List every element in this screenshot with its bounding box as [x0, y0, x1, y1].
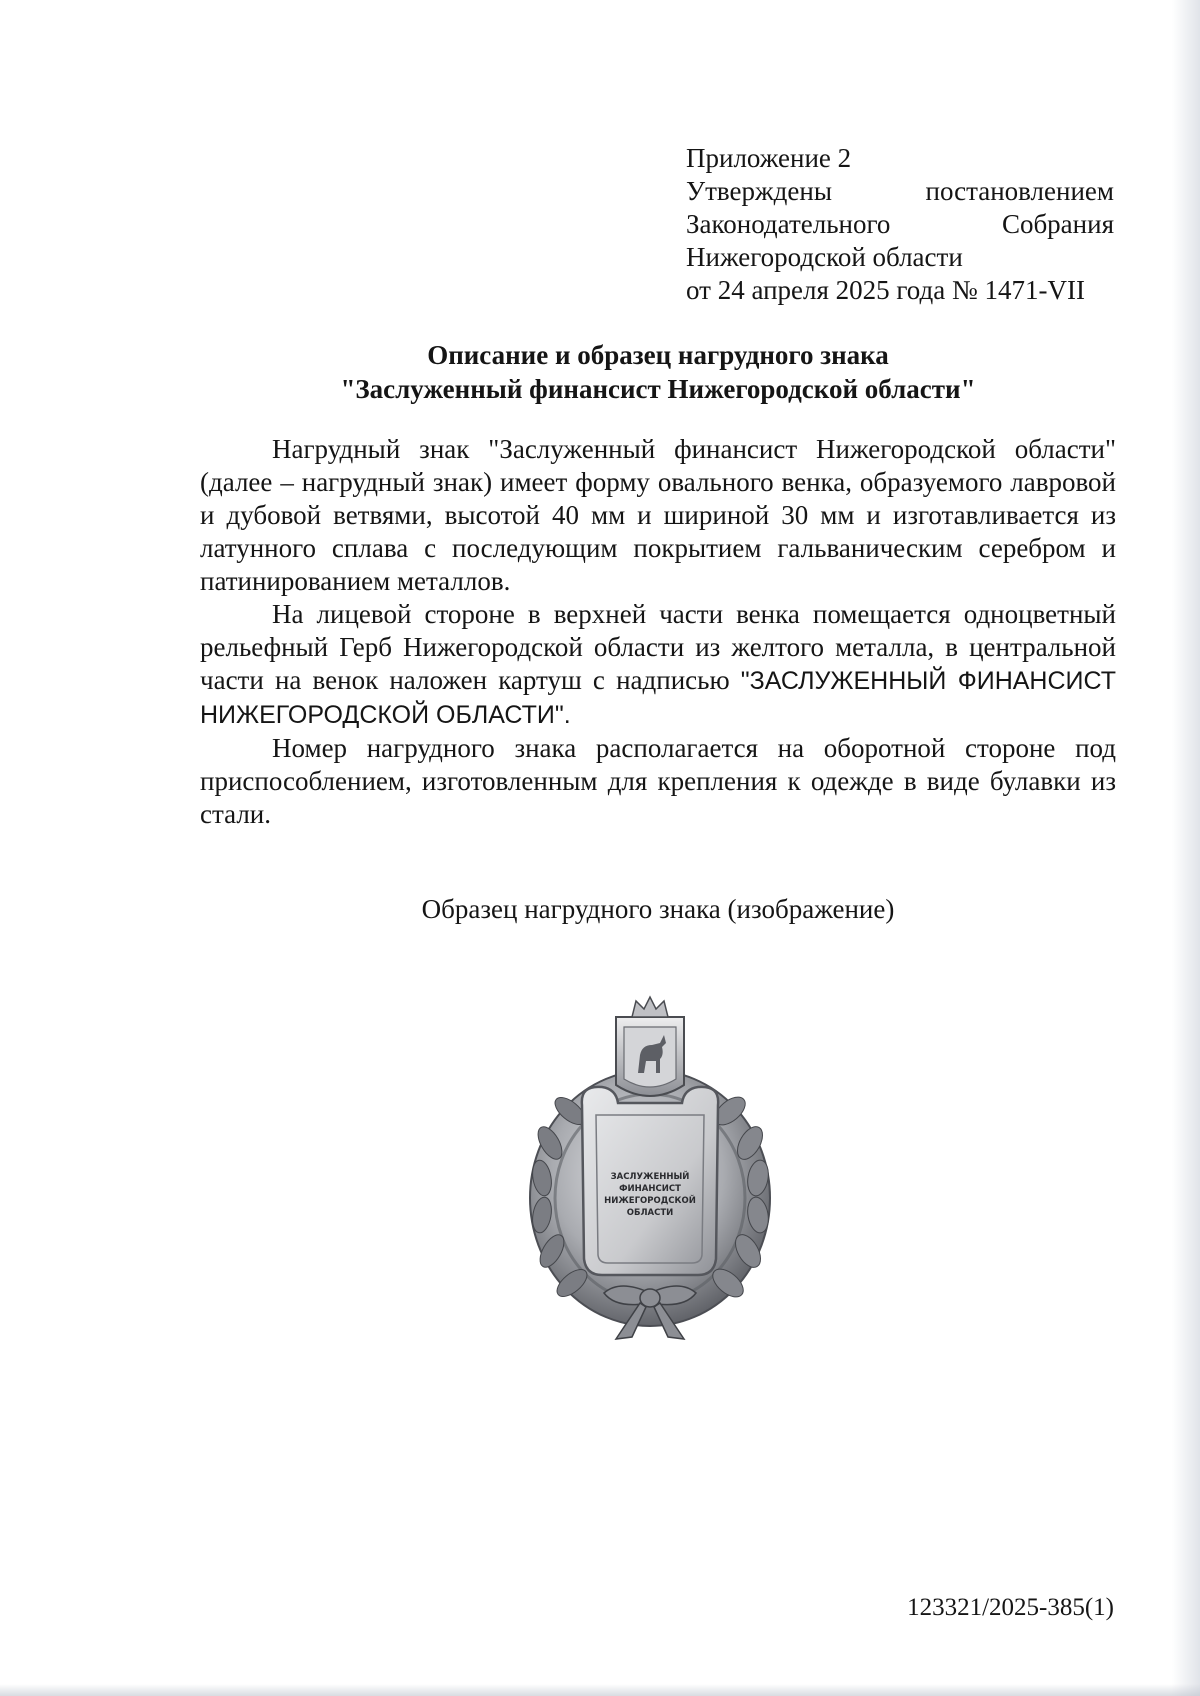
- scan-bottom-shadow: [0, 1684, 1200, 1696]
- paragraph-1: Нагрудный знак "Заслуженный финансист Нижегородской области" (далее – нагрудный знак) имеет форму овального венка, образуемого лавровой и дубовой ветвями, высотой 40 мм и шириной 30 мм и изготавливается из латунного сплава с последующим покрытием гальваническим серебром и патинированием металлов.: [200, 434, 1116, 596]
- paragraph-2-text: На лицевой стороне в верхней части венка помещается одноцветный рельефный Герб Нижегородской области из желтого металла, в центральной части на венок наложен картуш с надписью: [200, 599, 1116, 695]
- assembly-word: Собрания: [1001, 209, 1114, 239]
- resolution-word: постановлением: [925, 176, 1114, 206]
- assembly-line: [686, 208, 1114, 241]
- image-caption: Образец нагрудного знака (изображение): [421, 894, 895, 924]
- approval-block: [686, 142, 1114, 307]
- appendix-label: Приложение 2: [686, 143, 852, 173]
- region-line: Нижегородской области: [686, 242, 963, 272]
- paragraph-2-inscription: "ЗАСЛУЖЕННЫЙ ФИНАНСИСТ НИЖЕГОРОДСКОЙ ОБЛАСТИ".: [200, 667, 1116, 729]
- title-line-1: Описание и образец нагрудного знака: [427, 340, 889, 370]
- description-body: [200, 433, 1116, 831]
- badge-image: [520, 993, 780, 1349]
- coat-of-arms-icon: [616, 997, 684, 1096]
- title-line-2: "Заслуженный финансист Нижегородской области": [340, 374, 976, 404]
- document-registry-number: 123321/2025-385(1): [907, 1594, 1114, 1621]
- inscription-line-3: НИЖЕГОРОДСКОЙ: [604, 1196, 696, 1206]
- paragraph-3: Номер нагрудного знака располагается на оборотной стороне под приспособлением, изготовленным для крепления к одежде в виде булавки из стали.: [200, 733, 1116, 829]
- legislative-word: Законодательного: [686, 209, 891, 239]
- scan-edge-shadow: [1172, 0, 1200, 1696]
- approved-by-line: [686, 175, 1114, 208]
- inscription-line-4: ОБЛАСТИ: [626, 1208, 674, 1218]
- paragraph-2: [200, 598, 1116, 732]
- document-title: [200, 338, 1116, 406]
- badge-svg: [520, 993, 780, 1349]
- resolution-date-line: от 24 апреля 2025 года № 1471-VII: [686, 275, 1085, 305]
- approved-word: Утверждены: [686, 176, 832, 206]
- inscription-line-1: ЗАСЛУЖЕННЫЙ: [610, 1172, 690, 1182]
- inscription-line-2: ФИНАНСИСТ: [619, 1184, 681, 1194]
